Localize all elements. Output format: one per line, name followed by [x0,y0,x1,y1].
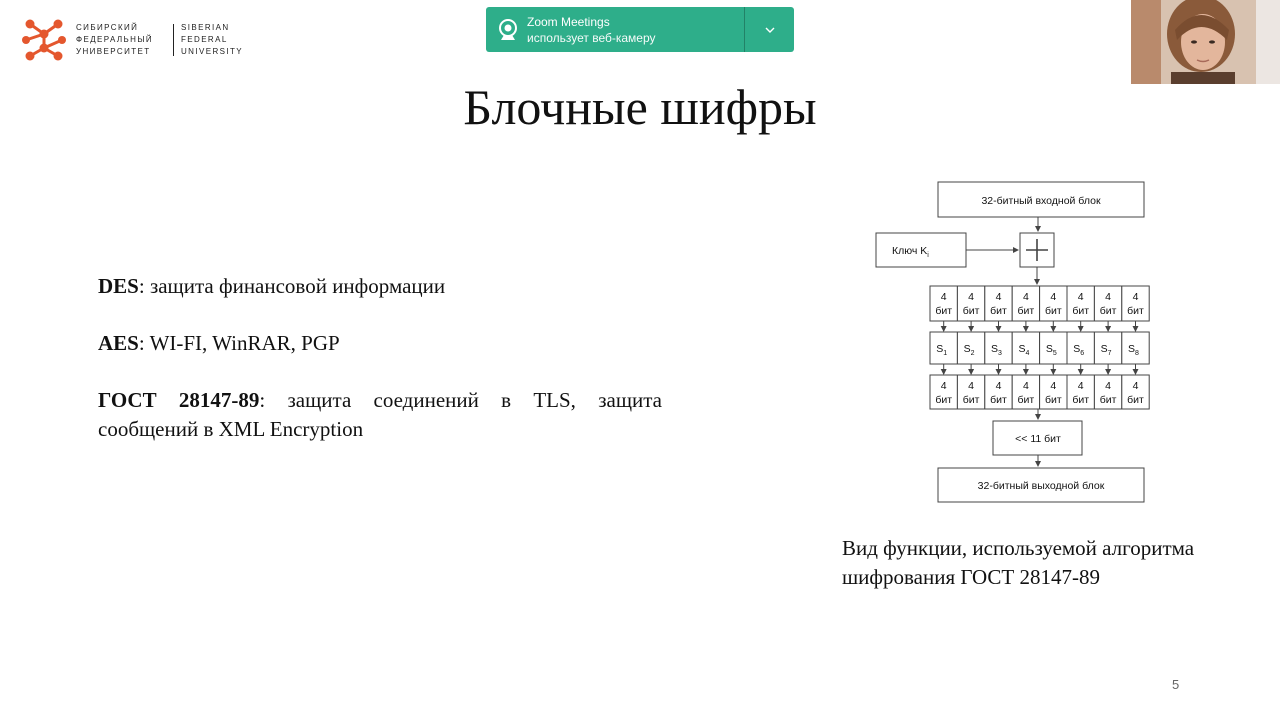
bits-cell-number: 4 [1105,291,1112,303]
sbox-label: $S_7$ [1100,343,1112,357]
bits-cell-unit: бит [1099,305,1117,317]
bits-cell-number: 4 [1050,291,1057,303]
sbox-label: $S_8$ [1128,343,1139,357]
sbox-label: $S_6$ [1073,343,1085,357]
participant-video-image [1131,0,1280,84]
chevron-down-icon [765,27,775,33]
expand-button[interactable] [756,15,784,43]
bits-cell-unit: бит [1017,305,1035,317]
webcam-icon [497,18,519,42]
participant-video-thumbnail[interactable] [1131,0,1280,84]
bits-cell-unit: бит [1017,394,1035,406]
bits-cell-number: 4 [1132,380,1139,392]
notification-title: Zoom Meetings [527,15,610,29]
bits-cell-unit: бит [1127,305,1144,317]
sbox-cell [1012,332,1039,364]
bits-cell-unit: бит [990,394,1007,406]
diagram-caption: Вид функции, используемой алгоритма шифрования ГОСТ 28147-89 [842,536,1195,589]
bits-cell-unit: бит [935,394,953,406]
notification-divider [744,7,745,52]
sbox-cell [957,332,984,364]
bits-cell-unit: бит [1044,305,1062,317]
output-block-label: 32-битный выходной блок [977,480,1105,492]
university-logo [20,16,244,66]
bits-cell-number: 4 [1077,291,1084,303]
sbox-cell [1122,332,1149,364]
bits-cell-number: 4 [1077,380,1084,392]
sbox-label: $S_3$ [991,343,1002,357]
bits-cell-number: 4 [940,380,947,392]
logo-text-en: SIBERIAN FEDERAL UNIVERSITY [181,23,244,56]
slide-title: Блочные шифры [463,79,817,135]
bits-cell-unit: бит [1127,394,1144,406]
bits-cell-number: 4 [968,291,975,303]
list-item: ГОСТ 28147-89: защита соединений в TLS, защита сообщений в XML Encryption [98,388,662,441]
bits-cell-unit: бит [1072,394,1090,406]
sbox-cell [930,332,957,364]
bits-cell-number: 4 [995,291,1002,303]
bits-cell-number: 4 [995,380,1002,392]
gost-round-function-diagram [870,176,1160,508]
sbox-label: $S_4$ [1018,343,1030,357]
logo-text-ru: СИБИРСКИЙ ФЕДЕРАЛЬНЫЙ УНИВЕРСИТЕТ [76,23,153,56]
bits-cell-unit: бит [962,394,980,406]
bits-cell-number: 4 [1022,291,1029,303]
sbox-label: $S_2$ [963,343,975,357]
sbox-cell [985,332,1012,364]
list-item: DES: защита финансовой информации [98,274,446,298]
bits-cell-number: 4 [1132,291,1139,303]
bits-cell-number: 4 [1022,380,1029,392]
bits-cell-unit: бит [1044,394,1062,406]
logo-divider [173,24,174,56]
sbox-label: $S_5$ [1045,343,1057,357]
bits-cell-unit: бит [935,305,953,317]
bits-cell-unit: бит [1099,394,1117,406]
bits-cell-number: 4 [940,291,947,303]
sbox-cell [1040,332,1067,364]
bits-cell-unit: бит [990,305,1007,317]
key-label: Ключ $K_i$ [892,245,929,259]
bits-cell-unit: бит [962,305,980,317]
sbox-cell [1067,332,1094,364]
molecule-logo-icon [20,16,68,64]
shift-label: << 11 бит [1015,433,1061,445]
notification-subtitle: использует веб-камеру [527,31,656,45]
input-block-label: 32-битный входной блок [981,195,1101,207]
sbox-cell [1094,332,1121,364]
bits-cell-unit: бит [1072,305,1090,317]
slide-body-text [98,272,662,472]
bits-cell-number: 4 [1050,380,1057,392]
sbox-label: $S_1$ [936,343,948,357]
bits-cell-number: 4 [968,380,975,392]
bits-cell-number: 4 [1105,380,1112,392]
page-number: 5 [1172,677,1180,692]
list-item: AES: WI-FI, WinRAR, PGP [98,331,340,355]
zoom-webcam-notification[interactable] [486,7,794,52]
